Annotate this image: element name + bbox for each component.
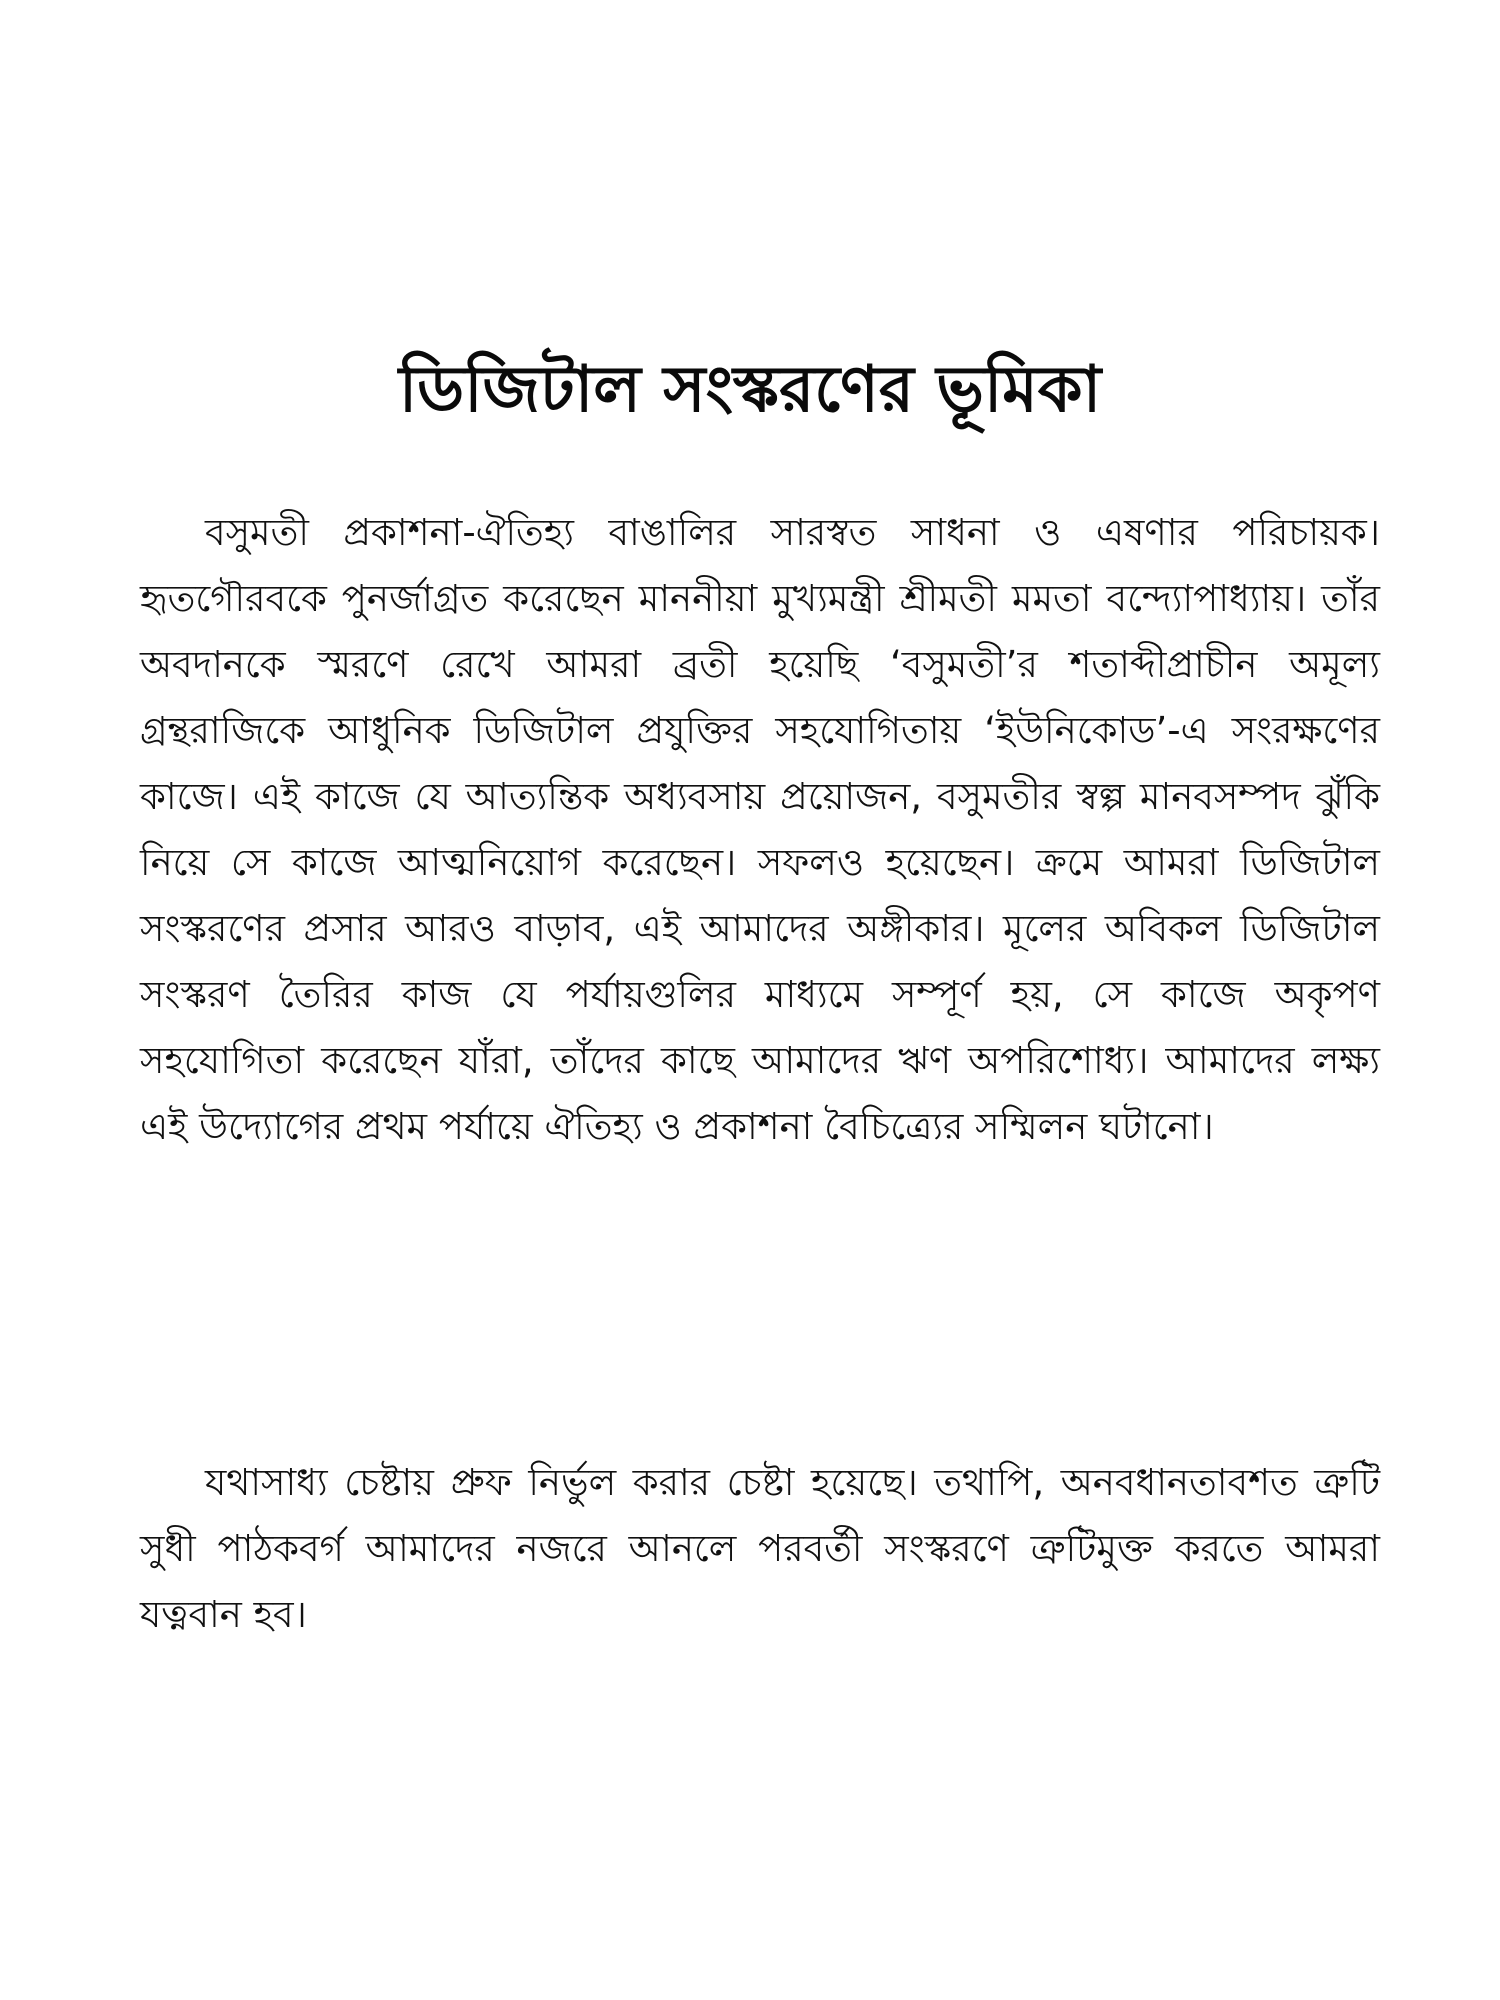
page-title: ডিজিটাল সংস্করণের ভূমিকা	[398, 353, 1102, 427]
body-paragraph-1: বসুমতী প্রকাশনা-ঐতিহ্য বাঙালির সারস্বত সাধনা ও এষণার পরিচায়ক। হৃতগৌরবকে পুনর্জাগ্রত করেছেন মাননীয়া মুখ্যমন্ত্রী শ্রীমতী মমতা বন্দ্যোপাধ্যায়। তাঁর অবদানকে স্মরণে রেখে আমরা ব্রতী হয়েছি ‘বসুমতী’র শতাব্দীপ্রাচীন অমূল্য গ্রন্থরাজিকে আধুনিক ডিজিটাল প্রযুক্তির সহযোগিতায় ‘ইউনিকোড’-এ সংরক্ষণের কাজে। এই কাজে যে আত্যন্তিক অধ্যবসায় প্রয়োজন, বসুমতীর স্বল্প মানবসম্পদ ঝুঁকি নিয়ে সে কাজে আত্মনিয়োগ করেছেন। সফলও হয়েছেন। ক্রমে আমরা ডিজিটাল সংস্করণের প্রসার আরও বাড়াব, এই আমাদের অঙ্গীকার। মূলের অবিকল ডিজিটাল সংস্করণ তৈরির কাজ যে পর্যায়গুলির মাধ্যমে সম্পূর্ণ হয়, সে কাজে অকৃপণ সহযোগিতা করেছেন যাঁরা, তাঁদের কাছে আমাদের ঋণ অপরিশোধ্য। আমাদের লক্ষ্য এই উদ্যোগের প্রথম পর্যায়ে ঐতিহ্য ও প্রকাশনা বৈচিত্র্যের সম্মিলন ঘটানো।	[140, 511, 1380, 1148]
body-paragraph-2: যথাসাধ্য চেষ্টায় প্রুফ নির্ভুল করার চেষ্টা হয়েছে। তথাপি, অনবধানতাবশত ত্রুটি সুধী পাঠকবর্গ আমাদের নজরে আনলে পরবর্তী সংস্করণে ত্রুটিমুক্ত করতে আমরা যত্নবান হব।	[140, 1461, 1380, 1636]
